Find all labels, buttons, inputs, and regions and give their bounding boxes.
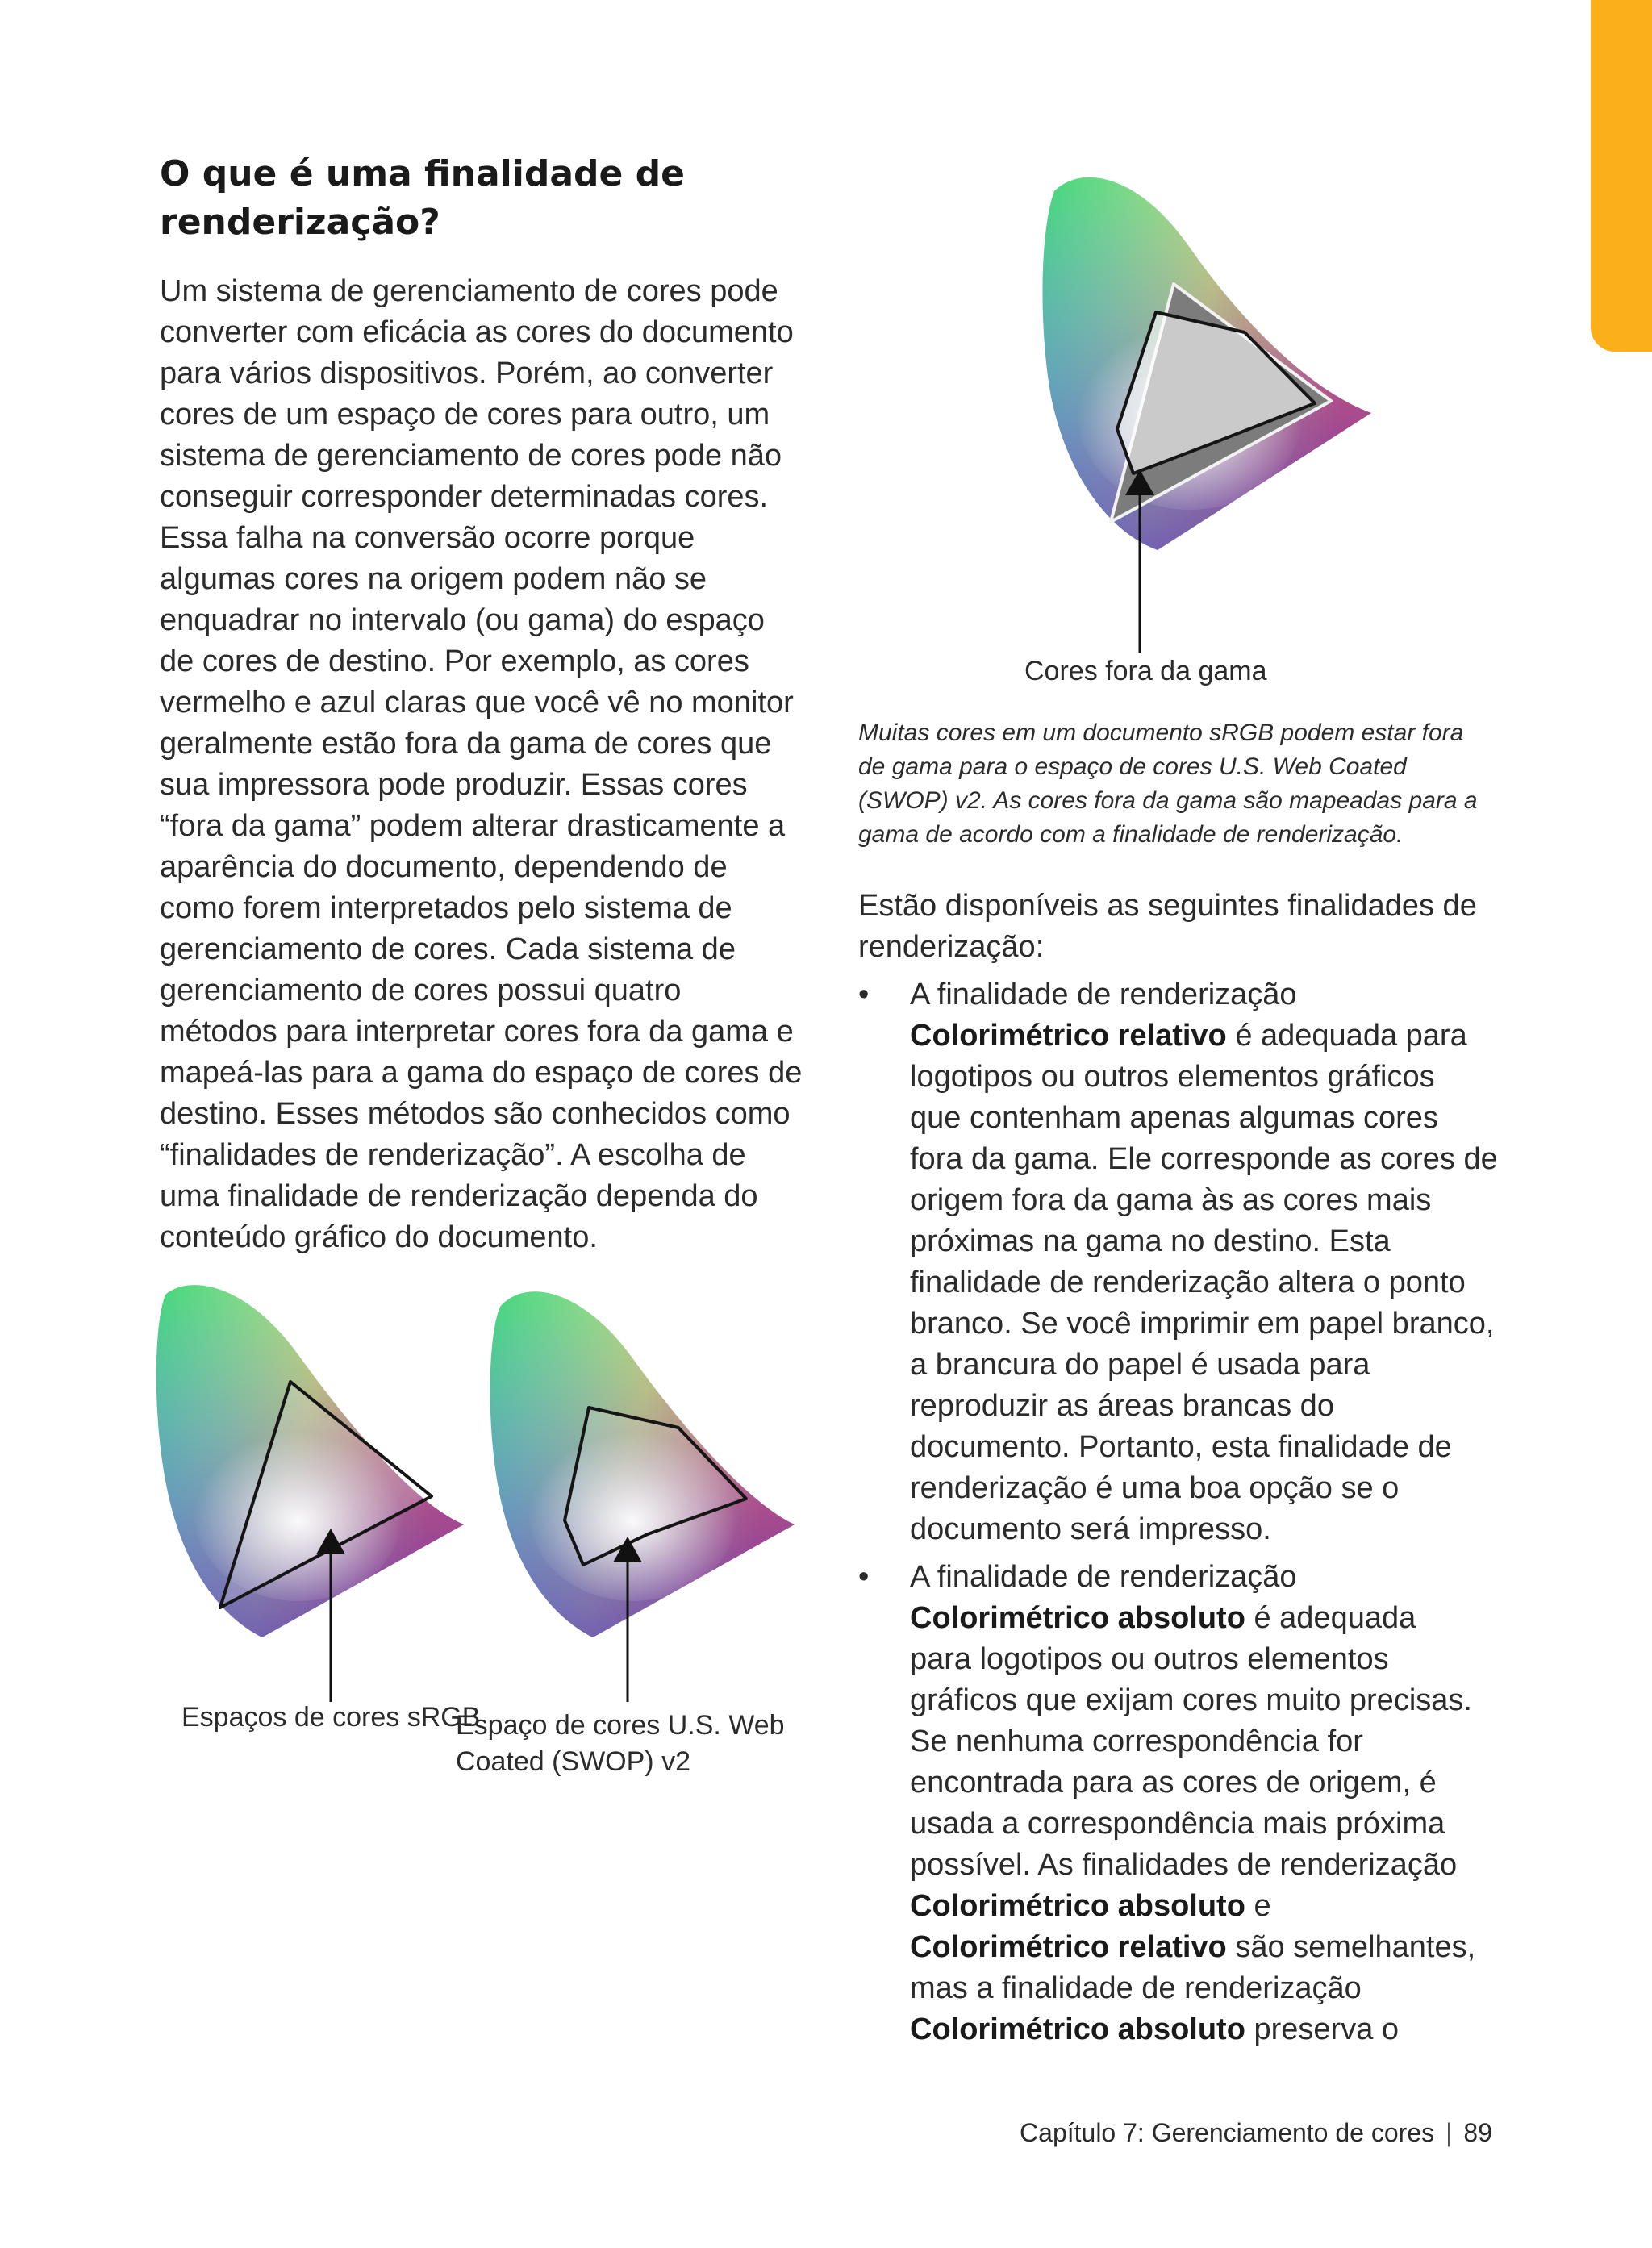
list-line [910, 1016, 1504, 1057]
list-line [910, 1598, 1504, 1639]
paragraph-line: enquadrar no intervalo (ou gama) do espaço [160, 603, 765, 637]
list-line [910, 1927, 1504, 1968]
list-line: fora da gama. Ele corresponde as cores de [910, 1142, 1498, 1176]
paragraph-line: vermelho e azul claras que você vê no monitor [160, 686, 794, 719]
intro-paragraph [858, 886, 1504, 968]
list-line-rest: preserva o [1245, 2012, 1400, 2046]
paragraph-line: Essa falha na conversão ocorre porque [160, 521, 695, 555]
list-line-rest: é adequada [1245, 1601, 1416, 1635]
paragraph-line: gerenciamento de cores. Cada sistema de [160, 932, 736, 966]
page-number: 89 [1463, 2118, 1492, 2147]
term-absolute-colorimetric: Colorimétrico absoluto [910, 1889, 1245, 1923]
list-line: logotipos ou outros elementos gráficos [910, 1060, 1435, 1094]
caption-line: de gama para o espaço de cores U.S. Web Coated [858, 753, 1407, 780]
paragraph-line: Estão disponíveis as seguintes finalidades de [858, 889, 1477, 923]
list-line: documento. Portanto, esta finalidade de [910, 1430, 1452, 1464]
section-heading [160, 150, 805, 247]
page-footer [1020, 2115, 1492, 2150]
srgb-pointer-arrow [307, 1529, 355, 1706]
paragraph-line: geralmente estão fora da gama de cores que [160, 727, 772, 761]
out-of-gamut-label: Cores fora da gama [1024, 656, 1267, 686]
term-relative-colorimetric: Colorimétrico relativo [910, 1019, 1227, 1053]
figure-caption [858, 716, 1520, 852]
footer-separator: | [1446, 2118, 1453, 2147]
term-absolute-colorimetric: Colorimétrico absoluto [910, 1601, 1245, 1635]
paragraph-line: gerenciamento de cores possui quatro [160, 974, 682, 1007]
list-line: documento será impresso. [910, 1512, 1271, 1546]
paragraph-line: sua impressora pode produzir. Essas cores [160, 768, 748, 802]
swop-label-line: Coated (SWOP) v2 [456, 1746, 690, 1777]
list-line: próximas na gama no destino. Esta [910, 1224, 1391, 1258]
paragraph-line: “finalidades de renderização”. A escolha de [160, 1138, 746, 1172]
intent-absolute-colorimetric [858, 1557, 1504, 2050]
list-line: mas a finalidade de renderização [910, 1971, 1362, 2005]
list-line: que contenham apenas algumas cores [910, 1101, 1438, 1135]
chapter-title: Capítulo 7: Gerenciamento de cores [1020, 2118, 1435, 2147]
list-line: possível. As finalidades de renderização [910, 1848, 1458, 1882]
caption-line: Muitas cores em um documento sRGB podem estar fora [858, 719, 1464, 746]
intent-relative-colorimetric [858, 974, 1504, 1550]
list-line: • A finalidade de renderização [910, 978, 1297, 1011]
paragraph-line: mapeá-las para a gama do espaço de cores de [160, 1056, 803, 1090]
swop-pointer-arrow [603, 1537, 652, 1706]
list-line-rest: e [1245, 1889, 1271, 1923]
paragraph-line: renderização: [858, 930, 1045, 964]
intent-list [858, 974, 1504, 2050]
term-absolute-colorimetric: Colorimétrico absoluto [910, 2012, 1245, 2046]
list-line: Se nenhuma correspondência for [910, 1725, 1363, 1758]
paragraph-line: Um sistema de gerenciamento de cores pode [160, 274, 778, 308]
list-line [910, 2009, 1504, 2050]
out-of-gamut-diagram [1037, 171, 1375, 557]
heading-line: O que é uma finalidade de [160, 153, 686, 194]
paragraph-line: converter com eficácia as cores do documento [160, 315, 794, 349]
paragraph-line: cores de um espaço de cores para outro, um [160, 398, 770, 432]
paragraph-line: conseguir corresponder determinadas cores. [160, 480, 769, 514]
rendering-intents-section [858, 886, 1504, 2050]
paragraph-line: aparência do documento, dependendo de [160, 850, 728, 884]
list-line: a brancura do papel é usada para [910, 1348, 1370, 1382]
list-line: encontrada para as cores de origem, é [910, 1766, 1437, 1800]
paragraph-line: conteúdo gráfico do documento. [160, 1220, 598, 1254]
body-paragraph [160, 271, 805, 1258]
paragraph-line: para vários dispositivos. Porém, ao converter [160, 357, 774, 390]
paragraph-line: algumas cores na origem podem não se [160, 562, 707, 596]
paragraph-line: métodos para interpretar cores fora da gama e [160, 1015, 794, 1049]
out-of-gamut-pointer-arrow [1116, 469, 1164, 657]
swop-label-line: Espaço de cores U.S. Web [456, 1710, 785, 1741]
paragraph-line: sistema de gerenciamento de cores pode não [160, 439, 782, 473]
chapter-tab-marker [1591, 0, 1652, 352]
list-line: usada a correspondência mais próxima [910, 1807, 1446, 1841]
paragraph-line: destino. Esses métodos são conhecidos como [160, 1097, 791, 1131]
term-relative-colorimetric: Colorimétrico relativo [910, 1930, 1227, 1964]
list-line-rest: são semelhantes, [1226, 1930, 1476, 1964]
list-line: origem fora da gama às as cores mais [910, 1183, 1432, 1217]
paragraph-line: uma finalidade de renderização dependa do [160, 1179, 758, 1213]
paragraph-line: de cores de destino. Por exemplo, as cores [160, 644, 749, 678]
list-line [910, 1886, 1504, 1927]
list-line: reproduzir as áreas brancas do [910, 1389, 1334, 1423]
caption-line: gama de acordo com a finalidade de renderização. [858, 821, 1404, 848]
list-line: branco. Se você imprimir em papel branco, [910, 1307, 1495, 1341]
paragraph-line: como forem interpretados pelo sistema de [160, 891, 732, 925]
paragraph-line: “fora da gama” podem alterar drasticamente a [160, 809, 786, 843]
srgb-label: Espaços de cores sRGB [181, 1702, 481, 1733]
caption-line: (SWOP) v2. As cores fora da gama são mapeadas para a [858, 787, 1478, 814]
list-line: para logotipos ou outros elementos [910, 1642, 1389, 1676]
list-line: • A finalidade de renderização [910, 1560, 1297, 1594]
list-line-rest: é adequada para [1226, 1019, 1467, 1053]
list-line: gráficos que exijam cores muito precisas. [910, 1683, 1472, 1717]
list-line: renderização é uma boa opção se o [910, 1471, 1400, 1505]
list-line: finalidade de renderização altera o ponto [910, 1266, 1466, 1299]
heading-line: renderização? [160, 202, 440, 243]
